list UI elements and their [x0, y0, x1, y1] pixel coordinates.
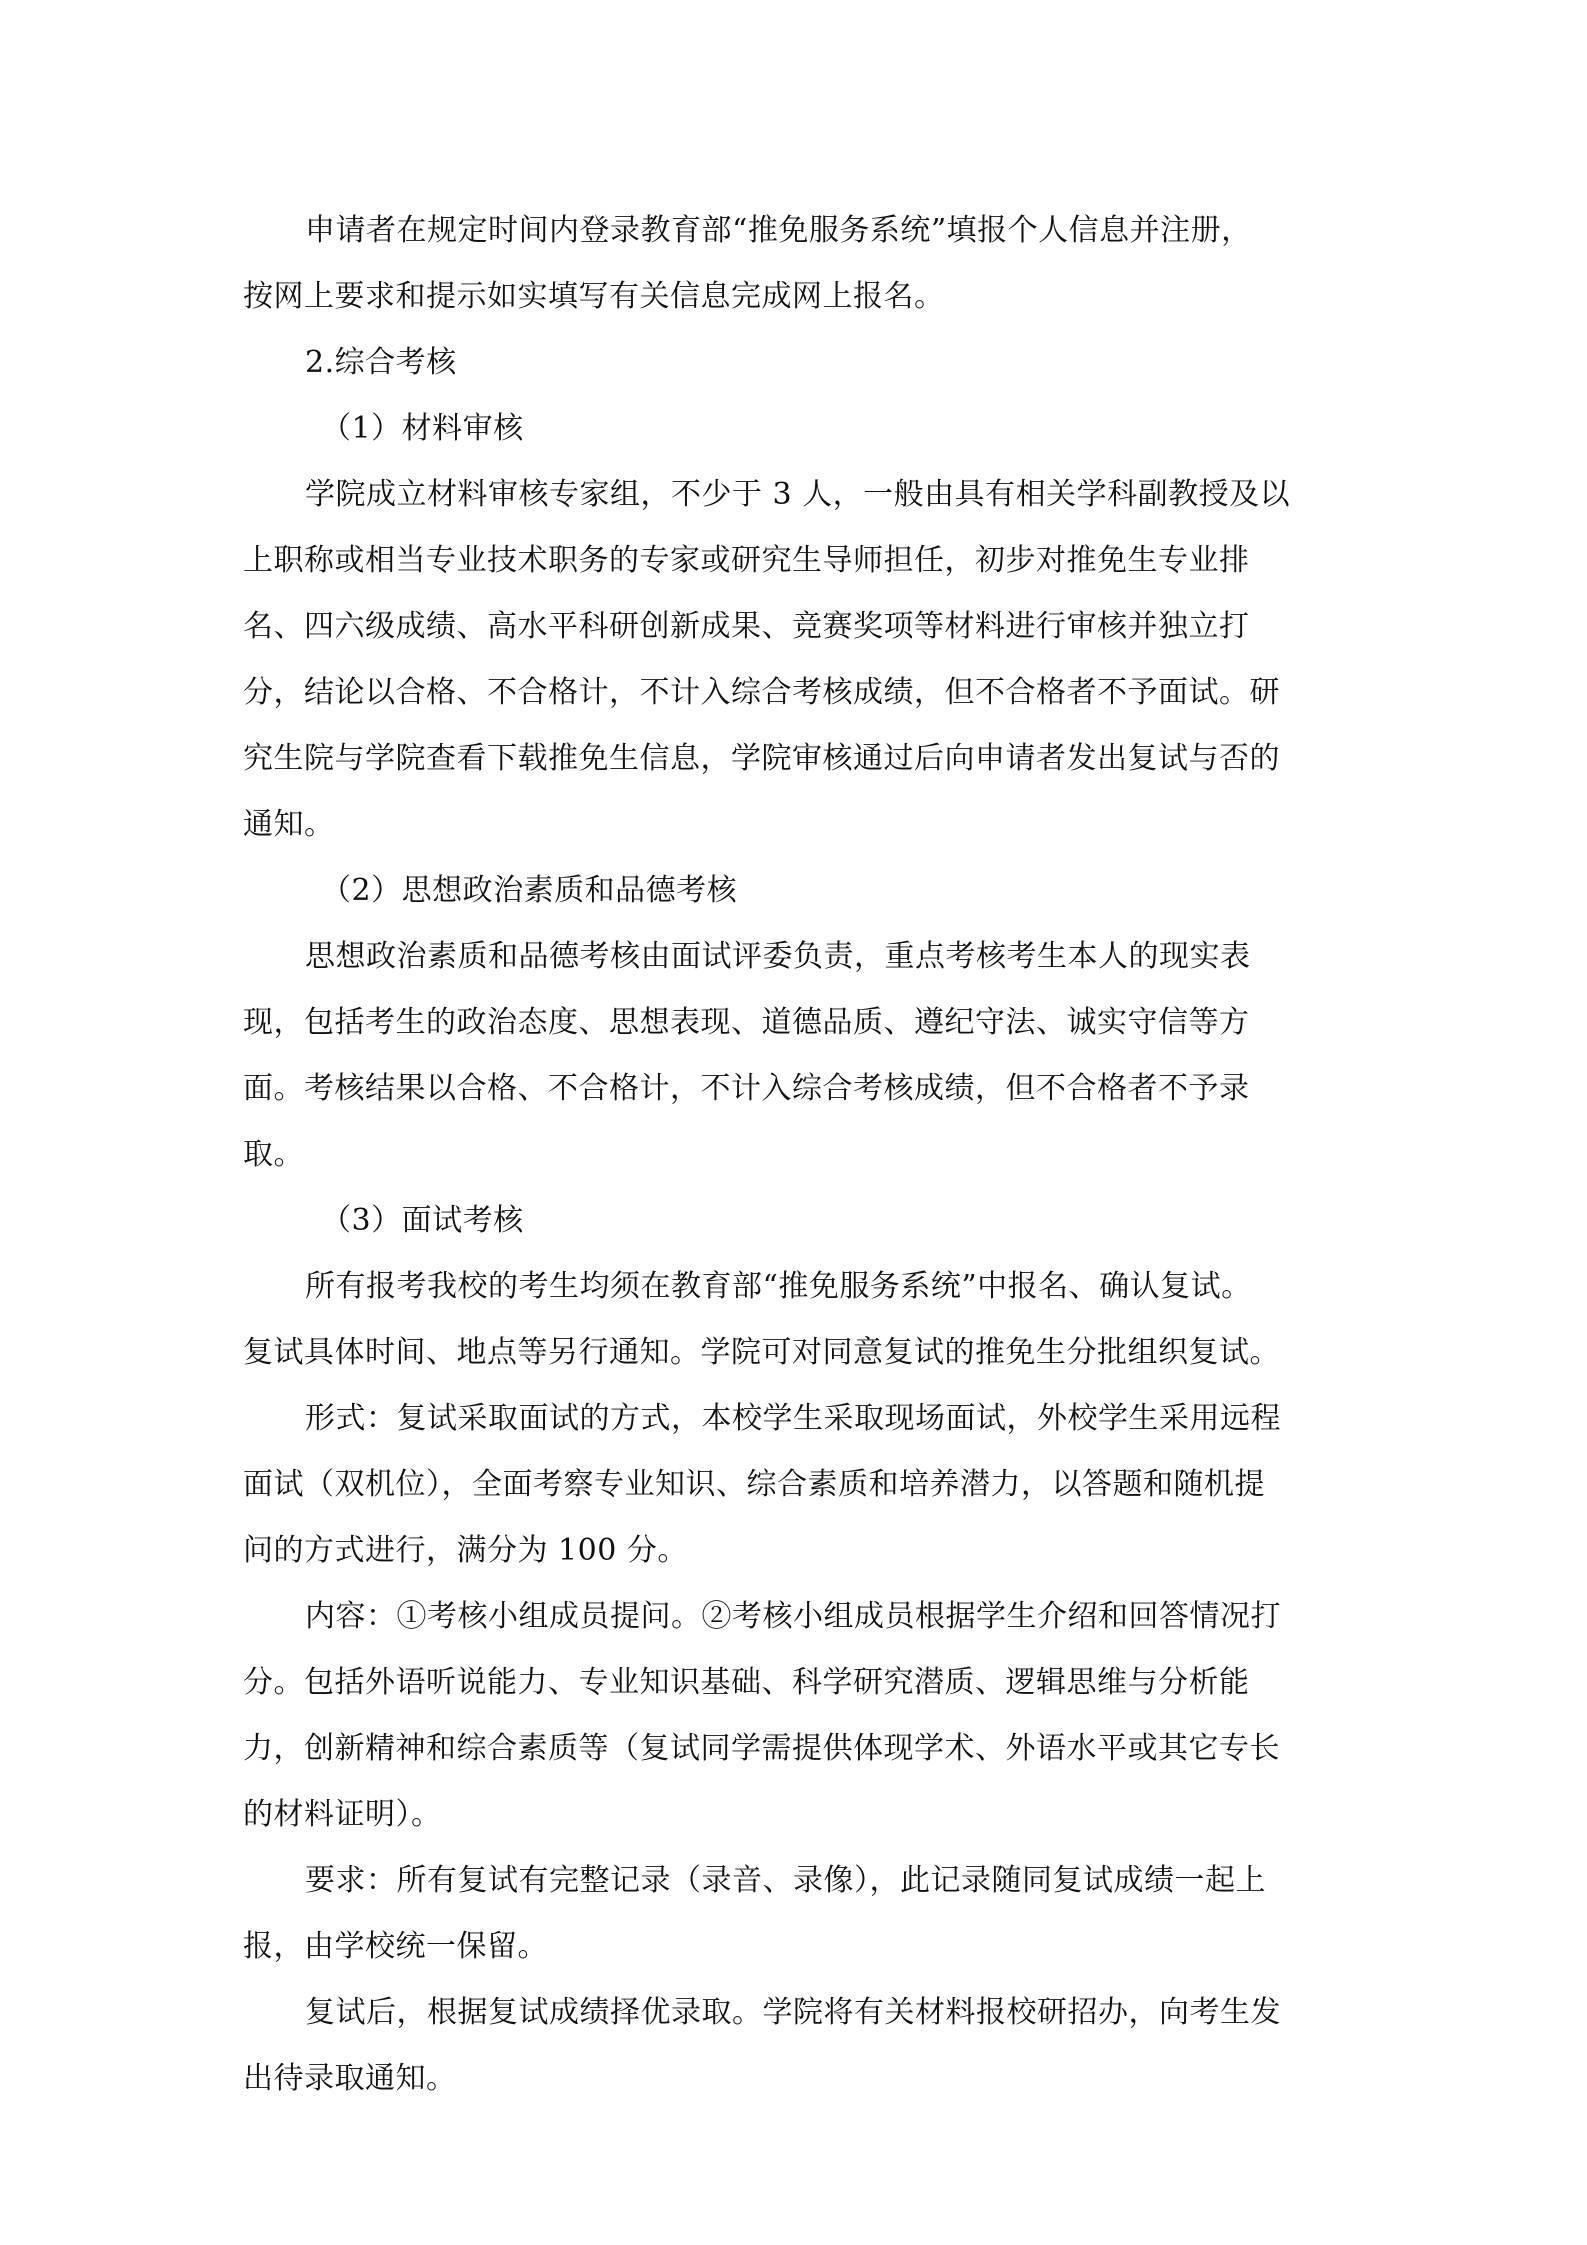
text-line: 要求：所有复试有完整记录（录音、录像），此记录随同复试成绩一起上: [305, 1863, 1266, 1898]
subsection-heading: （2）思想政治素质和品德考核: [321, 873, 738, 908]
text-line: 究生院与学院查看下载推免生信息，学院审核通过后向申请者发出复试与否的: [243, 741, 1280, 776]
text-line: 力，创新精神和综合素质等（复试同学需提供体现学术、外语水平或其它专长: [243, 1731, 1280, 1766]
subsection-heading: （1）材料审核: [321, 411, 524, 446]
text-line: 名、四六级成绩、高水平科研创新成果、竞赛奖项等材料进行审核并独立打: [243, 609, 1250, 644]
text-line: 复试具体时间、地点等另行通知。学院可对同意复试的推免生分批组织复试。: [243, 1335, 1280, 1370]
text-line: 所有报考我校的考生均须在教育部“推免服务系统”中报名、确认复试。: [305, 1269, 1252, 1304]
text-line: 面。考核结果以合格、不合格计，不计入综合考核成绩，但不合格者不予录: [243, 1071, 1250, 1106]
subsection-heading: （3）面试考核: [321, 1203, 524, 1238]
text-line: 通知。: [243, 807, 335, 842]
text-line: 分，结论以合格、不合格计，不计入综合考核成绩，但不合格者不予面试。研: [243, 675, 1280, 710]
text-line: 形式：复试采取面试的方式，本校学生采取现场面试，外校学生采用远程: [305, 1401, 1281, 1436]
text-line: 的材料证明）。: [243, 1797, 442, 1832]
text-line: 按网上要求和提示如实填写有关信息完成网上报名。: [243, 279, 945, 314]
text-line: 申请者在规定时间内登录教育部“推免服务系统”填报个人信息并注册，: [305, 213, 1252, 248]
text-line: 学院成立材料审核专家组，不少于 3 人，一般由具有相关学科副教授及以: [305, 477, 1291, 512]
text-line: 思想政治素质和品德考核由面试评委负责，重点考核考生本人的现实表: [305, 939, 1251, 974]
text-line: 出待录取通知。: [243, 2061, 457, 2096]
text-line: 问的方式进行，满分为 100 分。: [243, 1533, 688, 1568]
text-line: 上职称或相当专业技术职务的专家或研究生导师担任，初步对推免生专业排: [243, 543, 1250, 578]
text-line: 现，包括考生的政治态度、思想表现、道德品质、遵纪守法、诚实守信等方: [243, 1005, 1250, 1040]
text-line: 取。: [243, 1137, 304, 1172]
text-line: 内容：①考核小组成员提问。②考核小组成员根据学生介绍和回答情况打: [305, 1599, 1281, 1634]
text-line: 复试后，根据复试成绩择优录取。学院将有关材料报校研招办，向考生发: [305, 1995, 1281, 2030]
text-line: 报，由学校统一保留。: [243, 1929, 548, 1964]
text-line: 分。包括外语听说能力、专业知识基础、科学研究潜质、逻辑思维与分析能: [243, 1665, 1250, 1700]
body-text: [243, 198, 1355, 2112]
section-heading: 2.综合考核: [305, 345, 457, 380]
text-line: 面试（双机位），全面考察专业知识、综合素质和培养潜力，以答题和随机提: [243, 1467, 1265, 1502]
